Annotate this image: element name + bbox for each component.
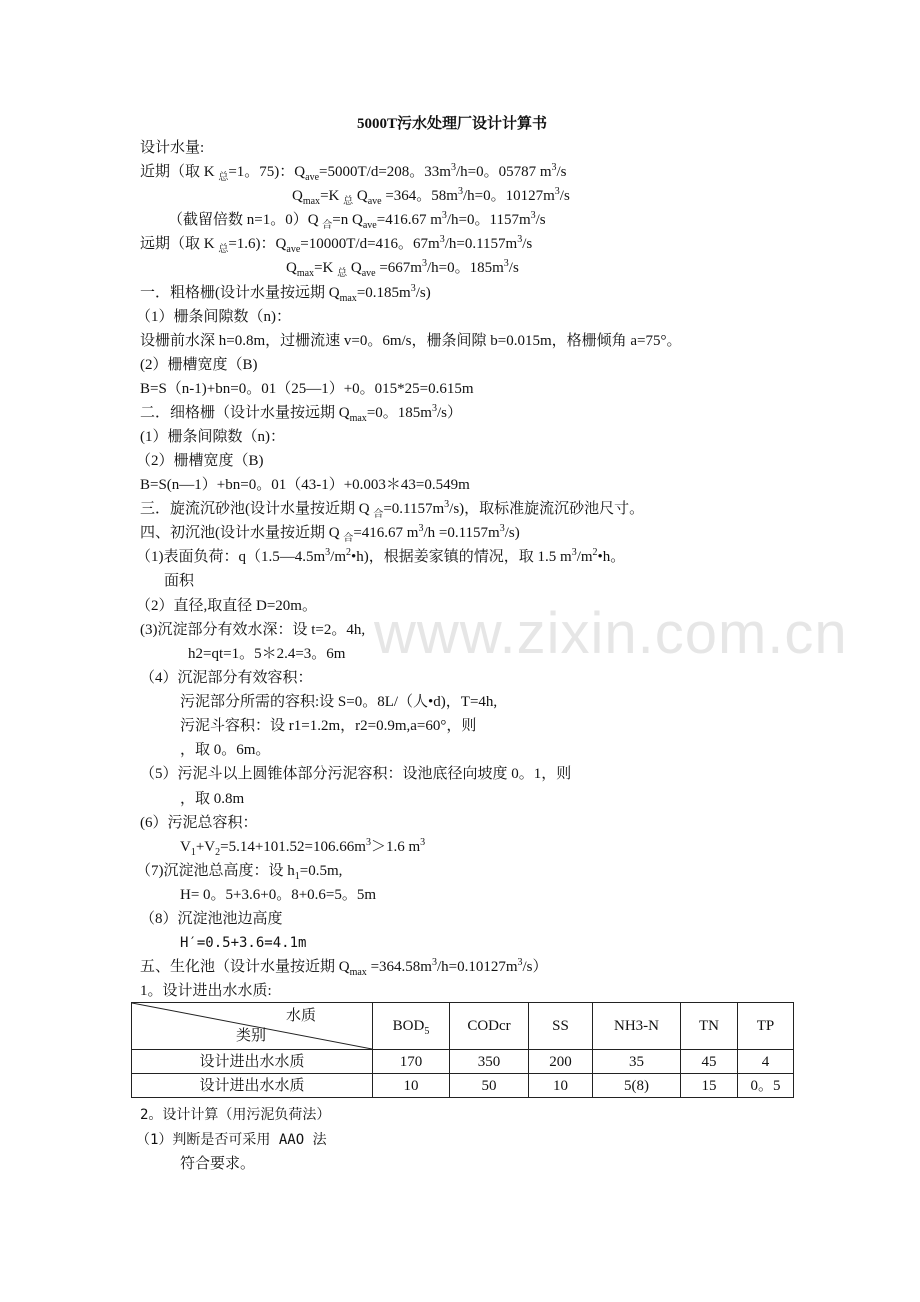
design-flow-heading: 设计水量: bbox=[140, 140, 205, 156]
s1-parameters: 设栅前水深 h=0.8m，过栅流速 v=0。6m/s，栅条间隙 b=0.015m，格栅倾角 a=75°。 bbox=[140, 333, 682, 349]
s4-area-label: 面积 bbox=[164, 573, 195, 589]
s5-aao-result: 符合要求。 bbox=[180, 1156, 256, 1172]
section-4-title: 四、初沉池(设计水量按近期 Q $_合$=416.67 $m^3/h =0.1157m^3/s$) bbox=[140, 523, 520, 544]
near-term-qmax-line: $Q_{max}=K$ $_总$ $Q_{ave} =364$。$58m^3/h=0$。$10127m^3/s$ bbox=[292, 186, 570, 207]
s4-sludge-volume-heading: （4）沉泥部分有效容积： bbox=[140, 670, 313, 686]
table-cell: 200 bbox=[529, 1050, 593, 1074]
long-term-qmax-line: $Q_{max}=K$ $_总$ $Q_{ave} =667m^3/h=0$。$185m^3/s$ bbox=[286, 258, 519, 279]
s4-cone-value: ，取 0.8m bbox=[180, 791, 245, 807]
s4-edge-height-heading: （8）沉淀池池边高度 bbox=[140, 911, 283, 927]
table-cell: 5(8) bbox=[593, 1074, 681, 1098]
col-header-ss: SS bbox=[529, 1003, 593, 1050]
header-category-label: 类别 bbox=[236, 1028, 267, 1044]
s4-total-height: （7)沉淀池总高度：设 $h_1=0.5m$, bbox=[136, 863, 343, 882]
interception-ratio-line: （截留倍数 n=1。0）Q $_合$=n $Q_{ave}=416.67$ $m^3/h=0$。$1157m^3/s$ bbox=[168, 210, 546, 231]
water-quality-table bbox=[131, 1002, 794, 1098]
s1-width-formula: B=S（n-1)+bn=0。01（25—1）+0。015*25=0.615m bbox=[140, 381, 474, 397]
s4-effective-depth: (3)沉淀部分有效水深：设 t=2。4h, bbox=[140, 622, 366, 638]
table-row bbox=[132, 1050, 794, 1074]
col-header-nh3n: NH3-N bbox=[593, 1003, 681, 1050]
table-cell: 50 bbox=[450, 1074, 529, 1098]
col-header-codcr: CODcr bbox=[450, 1003, 529, 1050]
s4-total-volume-formula: $V_1+V_2=5.14+101.52=106.66m^3>1.6$ $m^3$ bbox=[180, 837, 426, 858]
table-cell: 15 bbox=[681, 1074, 738, 1098]
table-header-row bbox=[132, 1003, 794, 1050]
row-label: 设计进出水水质 bbox=[132, 1050, 373, 1074]
s4-surface-load: （1)表面负荷：$q(1.5—4.5m^3/m^2•h)$，根据姜家镇的情况，取 1.5 $m^3/m^2•h$。 bbox=[136, 547, 626, 565]
section-3-title: 三．旋流沉砂池(设计水量按近期 Q $_合=0.1157m^3/s$)，取标准旋流沉砂池尺寸。 bbox=[140, 499, 645, 520]
document-title: 5000T污水处理厂设计计算书 bbox=[357, 116, 548, 132]
table-cell: 0。5 bbox=[738, 1074, 794, 1098]
s4-edge-height-formula: H′=0.5+3.6=4.1m bbox=[180, 935, 307, 951]
s4-height-formula: H= 0。5+3.6+0。8+0.6=5。5m bbox=[180, 887, 377, 903]
s1-channel-width-heading: (2）栅槽宽度（B) bbox=[140, 357, 258, 373]
table-cell: 10 bbox=[529, 1074, 593, 1098]
table-cell: 10 bbox=[373, 1074, 450, 1098]
s4-hopper-value: ，取 0。6m。 bbox=[180, 742, 271, 758]
long-term-flow-line: 远期（取 K $_总$=1.6)：$Q_{ave}=10000T/d=416$。$67m^3/h=0.1157m^3/s$ bbox=[140, 234, 533, 255]
table-row bbox=[132, 1074, 794, 1098]
s5-aao-check: （1）判断是否可采用 AAO 法 bbox=[136, 1132, 327, 1148]
table-corner-header bbox=[132, 1003, 373, 1050]
table-cell: 170 bbox=[373, 1050, 450, 1074]
s5-water-quality-heading: 1。设计进出水水质: bbox=[140, 983, 272, 999]
near-term-flow-line: 近期（取 K $_总$=1。75)：$Q_{ave}=5000T/d=208$。$33m^3/h=0$。05787 $m^3/s$ bbox=[140, 162, 567, 183]
col-header-bod5: $BOD_5$ bbox=[373, 1003, 450, 1050]
s4-total-volume-heading: (6）污泥总容积： bbox=[140, 815, 258, 831]
col-header-tp: TP bbox=[738, 1003, 794, 1050]
s4-sludge-hopper-volume: 污泥斗容积：设 r1=1.2m，r2=0.9m,a=60°，则 bbox=[180, 718, 477, 734]
row-label: 设计进出水水质 bbox=[132, 1074, 373, 1098]
s2-channel-width-heading: （2）栅槽宽度（B) bbox=[136, 453, 264, 469]
col-header-tn: TN bbox=[681, 1003, 738, 1050]
s4-diameter: （2）直径,取直径 D=20m。 bbox=[136, 598, 317, 614]
s4-h2-formula: h2=qt=1。5＊2.4=3。6m bbox=[188, 646, 346, 662]
s2-width-formula: B=S(n—1）+bn=0。01（43-1）+0.003＊43=0.549m bbox=[140, 477, 470, 493]
s4-cone-volume: （5）污泥斗以上圆锥体部分污泥容积：设池底径向坡度 0。1，则 bbox=[140, 766, 572, 782]
table-cell: 350 bbox=[450, 1050, 529, 1074]
table-cell: 45 bbox=[681, 1050, 738, 1074]
header-quality-label: 水质 bbox=[285, 1008, 316, 1024]
s5-calculation-heading: 2。设计计算（用污泥负荷法） bbox=[140, 1107, 331, 1123]
section-5-title: 五、生化池（设计水量按近期 $Q_{max} =364.58m^3/h=0.10127m^3/s$） bbox=[140, 957, 548, 978]
section-1-title: 一．粗格栅(设计水量按远期 $Q_{max}=0.185m^3/s$) bbox=[140, 283, 431, 304]
table-cell: 4 bbox=[738, 1050, 794, 1074]
s4-sludge-required-volume: 污泥部分所需的容积:设 S=0。8L/（人•d)，T=4h, bbox=[180, 694, 498, 710]
watermark: www.zixin.com.cn bbox=[374, 601, 848, 666]
section-2-title: 二．细格栅（设计水量按远期 $Q_{max}=0$。$185m^3/s$） bbox=[140, 403, 462, 424]
table-cell: 35 bbox=[593, 1050, 681, 1074]
s2-bar-gap-heading: (1）栅条间隙数（n)： bbox=[140, 429, 285, 445]
s1-bar-gap-heading: （1）栅条间隙数（n)： bbox=[136, 309, 291, 325]
